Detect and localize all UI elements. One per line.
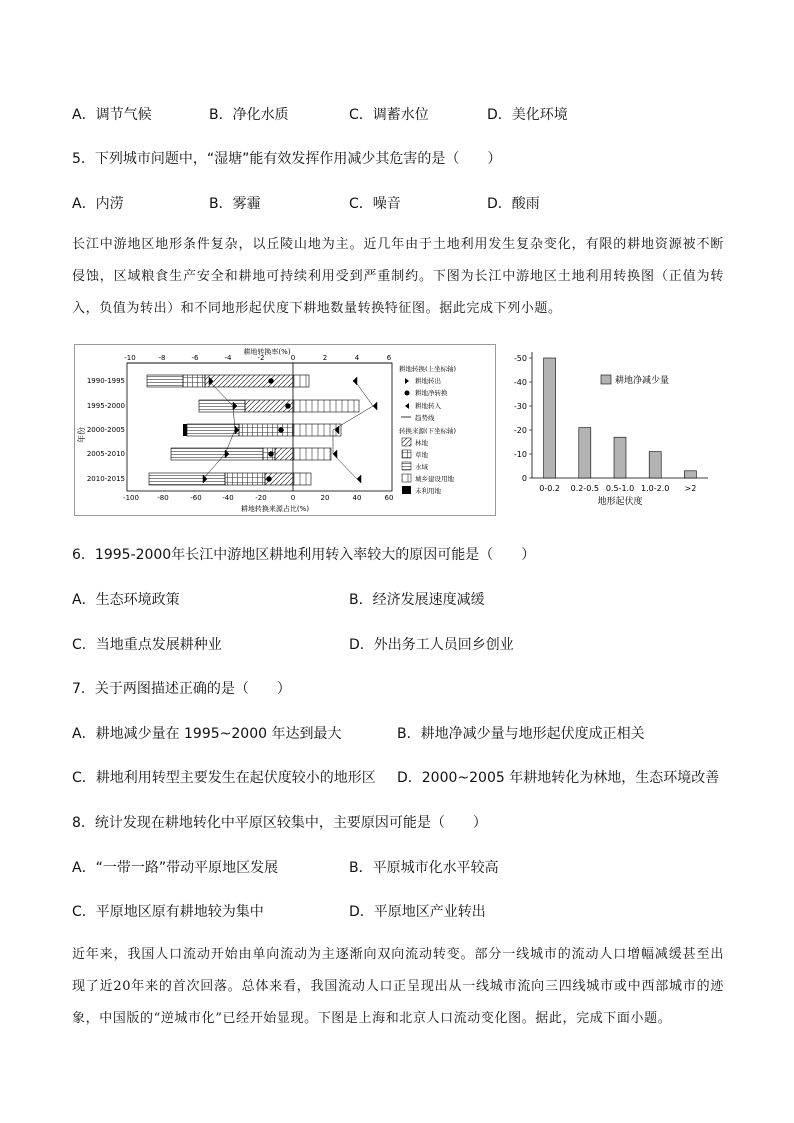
- q8-option-a: A．“一带一路”带动平原地区发展: [72, 860, 279, 876]
- bottom-tick: -100: [123, 494, 139, 502]
- x-tick-label: 0.2-0.5: [570, 484, 599, 493]
- chart-x-axis-title: 地形起伏度: [597, 497, 643, 507]
- bottom-tick: 40: [352, 494, 362, 502]
- q5-option-d: D．酸雨: [487, 196, 540, 212]
- q6-stem: 6．1995-2000年长江中游地区耕地利用转入率较大的原因可能是（ ）: [72, 547, 536, 563]
- top-tick: 6: [386, 354, 392, 362]
- source-bar-2010: [149, 473, 311, 485]
- q7-option-d: D．2000~2005 年耕地转化为林地，生态环境改善: [397, 770, 720, 786]
- q7-option-b: B．耕地净减少量与地形起伏度成正相关: [397, 726, 645, 742]
- bottom-tick: -20: [255, 494, 267, 502]
- bar: [649, 452, 661, 478]
- bar: [614, 437, 626, 478]
- legend-out: 耕地转出: [415, 377, 441, 385]
- bar: [579, 428, 591, 478]
- top-tick: -10: [124, 354, 136, 362]
- y-tick-label: -40: [513, 378, 527, 387]
- source-bar-1995: [199, 400, 359, 412]
- q5-stem: 5．下列城市问题中，“湿塘”能有效发挥作用减少其危害的是（ ）: [72, 151, 502, 167]
- top-axis-ticks: [124, 354, 391, 362]
- source-bar-2005: [171, 448, 331, 460]
- source-bar-1990: [147, 375, 309, 387]
- top-tick: 0: [290, 354, 296, 362]
- legend-forest: 林地: [415, 439, 428, 447]
- q6-option-c: C．当地重点发展耕种业: [72, 637, 222, 653]
- legend-group2-title: 转换来源(下坐标轴): [399, 427, 457, 435]
- q4-option-a: A．调节气候: [72, 107, 152, 123]
- bar: [544, 358, 556, 478]
- top-tick: -2: [257, 354, 265, 362]
- bottom-tick: 0: [290, 494, 296, 502]
- legend-trend: 趋势线: [415, 414, 435, 422]
- bottom-tick: 20: [320, 494, 330, 502]
- y-tick-label: -20: [513, 426, 527, 435]
- q6-option-b: B．经济发展速度减缓: [349, 592, 485, 608]
- y-tick-label: -30: [513, 402, 527, 411]
- legend-grass: 草地: [415, 451, 428, 459]
- x-tick-label: 0-0.2: [539, 484, 560, 493]
- period-label: 2000-2005: [86, 426, 125, 434]
- passage-landuse: 长江中游地区地形条件复杂，以丘陵山地为主。近几年由于土地利用发生复杂变化，有限的耕地资源被不断侵蚀，区域粮食生产安全和耕地可持续利用受到严重制约。下图为长江中游地区土地利用转换图（正值为转入，负值为转出）和不同地形起伏度下耕地数量转换特征图。据此完成下列小题。: [72, 237, 724, 316]
- y-axis-title: 年份: [77, 427, 86, 443]
- top-tick: -6: [191, 354, 199, 362]
- top-tick: 4: [354, 354, 360, 362]
- q4-option-b: B．净化水质: [209, 107, 289, 123]
- q4-option-c: C．调蓄水位: [349, 107, 429, 123]
- bottom-tick: -60: [190, 494, 202, 502]
- passage-migration: 近年来，我国人口流动开始由单向流动为主逐渐向双向流动转变。部分一线城市的流动人口增幅减缓甚至出现了近20年来的首次回落。总体来看，我国流动人口正呈现出从一线城市流向三四线城市或中西部城市的迹象，中国版的“逆城市化”已经开始显现。下图是上海和北京人口流动变化图。据此，完成下面小题。: [72, 947, 724, 1026]
- period-label: 2010-2015: [86, 475, 125, 483]
- landuse-conversion-svg: [75, 345, 495, 515]
- bottom-axis-ticks: [123, 494, 393, 502]
- terrain-bar-chart-svg: [500, 346, 710, 512]
- q8-option-d: D．平原地区产业转出: [349, 904, 486, 920]
- legend-net: 耕地净转换: [415, 389, 448, 397]
- y-tick-label: -10: [513, 450, 527, 459]
- q8-option-b: B．平原城市化水平较高: [349, 860, 499, 876]
- q4-option-d: D．美化环境: [487, 107, 568, 123]
- legend-unused: 未利用地: [415, 487, 441, 495]
- bar: [684, 471, 696, 478]
- q5-option-c: C．噪音: [349, 196, 401, 212]
- x-tick-label: >2: [684, 484, 697, 493]
- legend-in: 耕地转入: [415, 402, 441, 410]
- y-tick-label: 0: [521, 474, 527, 483]
- top-tick: -4: [224, 354, 232, 362]
- legend-group1-title: 耕地转换(上坐标轴): [399, 365, 457, 373]
- q8-stem: 8．统计发现在耕地转化中平原区较集中，主要原因可能是（ ）: [72, 815, 487, 831]
- bottom-tick: -40: [222, 494, 234, 502]
- terrain-bar-chart: [500, 346, 710, 512]
- bottom-axis-title: 耕地转换来源占比(%): [240, 505, 310, 513]
- landuse-conversion-figure: [74, 344, 496, 516]
- legend-water: 水域: [415, 463, 428, 471]
- top-axis-title: 耕地转换率(%): [243, 348, 291, 356]
- q6-option-d: D．外出务工人员回乡创业: [349, 637, 514, 653]
- legend: [399, 364, 456, 495]
- period-label: 2005-2010: [86, 450, 125, 458]
- x-tick-label: 0.5-1.0: [605, 484, 635, 493]
- q6-option-a: A．生态环境政策: [72, 592, 180, 608]
- bottom-tick: -80: [157, 494, 169, 502]
- q7-option-c: C．耕地利用转型主要发生在起伏度较小的地形区: [72, 770, 376, 786]
- q7-stem: 7．关于两图描述正确的是（ ）: [72, 681, 291, 697]
- top-tick: -8: [158, 354, 166, 362]
- q8-option-c: C．平原地区原有耕地较为集中: [72, 904, 264, 920]
- y-tick-label: -50: [513, 354, 527, 363]
- period-label: 1990-1995: [86, 377, 125, 385]
- source-bar-2000: [183, 424, 341, 436]
- bottom-tick: 60: [384, 494, 394, 502]
- legend-urban: 城乡建设用地: [415, 475, 454, 483]
- top-tick: 2: [322, 354, 328, 362]
- q5-option-b: B．雾霾: [209, 196, 261, 212]
- period-label: 1995-2000: [86, 402, 125, 410]
- chart-legend-label: 耕地净减少量: [615, 376, 670, 386]
- q7-option-a: A．耕地减少量在 1995~2000 年达到最大: [72, 726, 342, 742]
- legend-swatch: [601, 375, 611, 384]
- x-tick-label: 1.0-2.0: [641, 484, 670, 493]
- q5-option-a: A．内涝: [72, 196, 124, 212]
